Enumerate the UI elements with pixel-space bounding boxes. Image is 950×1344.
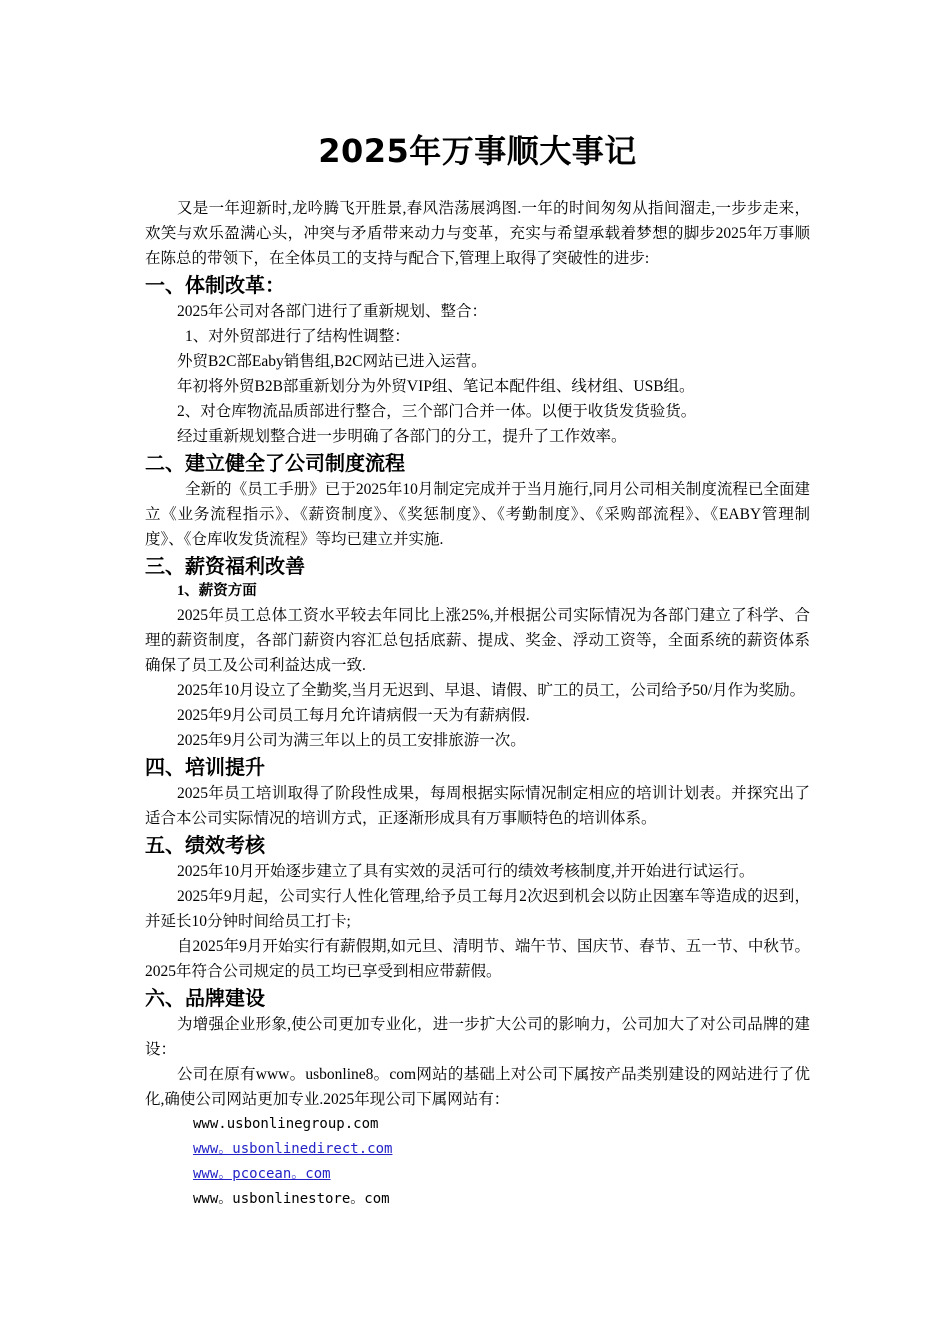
paragraph: 2025年9月公司员工每月允许请病假一天为有薪病假. — [177, 707, 530, 724]
section-heading-3: 三、薪资福利改善 — [145, 554, 305, 578]
section-heading-6: 六、品牌建设 — [145, 986, 265, 1010]
paragraph: 年初将外贸B2B部重新划分为外贸VIP组、笔记本配件组、线材组、USB组。 — [177, 378, 695, 395]
paragraph: 2025年公司对各部门进行了重新规划、整合： — [177, 303, 488, 320]
paragraph: 1、对外贸部进行了结构性调整： — [185, 328, 410, 345]
paragraph: 自2025年9月开始实行有薪假期,如元旦、清明节、端午节、国庆节、春节、五一节、中秋节。2025年符合公司规定的员工均已享受到相应带薪假。 — [145, 938, 810, 980]
section-heading-2: 二、建立健全了公司制度流程 — [145, 451, 405, 475]
paragraph: 2、对仓库物流品质部进行整合，三个部门合并一体。以便于收货发货验货。 — [177, 403, 697, 420]
website-link[interactable]: www。usbonlinedirect.com — [193, 1141, 393, 1157]
document-title: 2025年万事顺大事记 — [318, 132, 637, 170]
paragraph: 2025年10月开始逐步建立了具有实效的灵活可行的绩效考核制度,并开始进行试运行。 — [177, 863, 755, 880]
website-item: www。usbonlinestore。com — [193, 1191, 390, 1207]
intro-paragraph: 又是一年迎新时,龙吟腾飞开胜景,春风浩荡展鸿图.一年的时间匆匆从指间溜走,一步步走来，欢笑与欢乐盈满心头，冲突与矛盾带来动力与变革，充实与希望承载着梦想的脚步2025年万事顺在陈总的带领下，在全体员工的支持与配合下,管理上取得了突破性的进步: — [145, 200, 810, 267]
section-heading-4: 四、培训提升 — [145, 755, 265, 779]
document-body — [145, 128, 810, 1212]
website-link[interactable]: www。pcocean。com — [193, 1166, 331, 1182]
subheading: 1、薪资方面 — [177, 583, 257, 599]
paragraph: 为增强企业形象,使公司更加专业化，进一步扩大公司的影响力，公司加大了对公司品牌的建设： — [145, 1016, 810, 1058]
paragraph: 2025年员工培训取得了阶段性成果，每周根据实际情况制定相应的培训计划表。并探究出了适合本公司实际情况的培训方式，正逐渐形成具有万事顺特色的培训体系。 — [145, 785, 810, 827]
paragraph: 2025年10月设立了全勤奖,当月无迟到、早退、请假、旷工的员工，公司给予50/月作为奖励。 — [177, 682, 806, 699]
paragraph: 全新的《员工手册》已于2025年10月制定完成并于当月施行,同月公司相关制度流程已全面建立《业务流程指示》、《薪资制度》、《奖惩制度》、《考勤制度》、《采购部流程》、《EABY管理制度》、《仓库收发货流程》等均已建立并实施. — [145, 481, 810, 548]
paragraph: 2025年员工总体工资水平较去年同比上涨25%,并根据公司实际情况为各部门建立了科学、合理的薪资制度，各部门薪资内容汇总包括底薪、提成、奖金、浮动工资等，全面系统的薪资体系确保了员工及公司利益达成一致. — [145, 607, 810, 674]
paragraph: 外贸B2C部Eaby销售组,B2C网站已进入运营。 — [177, 353, 487, 370]
section-heading-5: 五、绩效考核 — [145, 833, 265, 857]
paragraph: 经过重新规划整合进一步明确了各部门的分工，提升了工作效率。 — [177, 428, 627, 445]
website-item: www.usbonlinegroup.com — [193, 1116, 379, 1132]
paragraph: 公司在原有www。usbonline8。com网站的基础上对公司下属按产品类别建设的网站进行了优化,确使公司网站更加专业.2025年现公司下属网站有： — [145, 1066, 810, 1108]
paragraph: 2025年9月公司为满三年以上的员工安排旅游一次。 — [177, 732, 526, 749]
paragraph: 2025年9月起，公司实行人性化管理,给予员工每月2次迟到机会以防止因塞车等造成的迟到，并延长10分钟时间给员工打卡; — [145, 888, 810, 930]
section-heading-1: 一、体制改革： — [145, 273, 285, 297]
